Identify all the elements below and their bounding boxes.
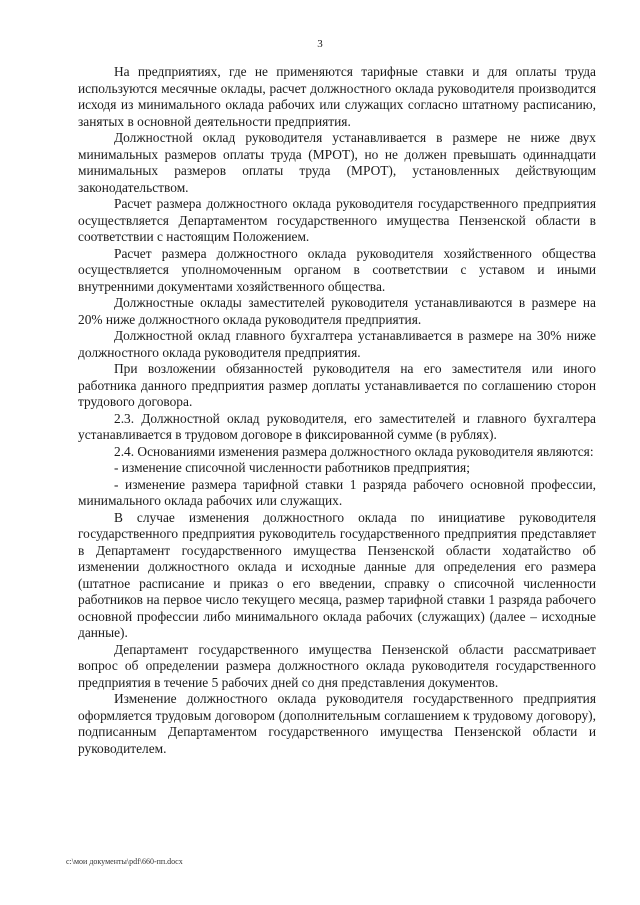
paragraph: Должностной оклад руководителя устанавливается в размере не ниже двух минимальных размеров оплаты труда (МРОТ), но не должен превышать одиннадцати минимальных размеров оплаты труда (МРОТ), установленных действующим законодательством.: [78, 130, 596, 195]
document-body: [78, 64, 596, 757]
paragraph: 2.3. Должностной оклад руководителя, его заместителей и главного бухгалтера устанавливается в трудовом договоре в фиксированной сумме (в рублях).: [78, 410, 596, 442]
paragraph: Изменение должностного оклада руководителя государственного предприятия оформляется трудовым договором (дополнительным соглашением к трудовому договору), подписанным Департаментом государственного имущества Пензенской области и руководителем.: [78, 691, 596, 756]
paragraph: В случае изменения должностного оклада по инициативе руководителя государственного предприятия руководитель государственного предприятия представляет в Департамент государственного имущества Пензенской области ходатайство об изменении должностного оклада и исходные данные для определения его размера (штатное расписание и приказ о его введении, справку о списочной численности работников на первое число текущего месяца, размер тарифной ставки 1 разряда рабочего основной профессии либо минимального оклада рабочих (служащих) (далее – исходные данные).: [78, 509, 596, 640]
paragraph: Расчет размера должностного оклада руководителя государственного предприятия осуществляется Департаментом государственного имущества Пензенской области в соответствии с настоящим Положением.: [78, 196, 596, 244]
footer-file-path: c:\мои документы\pdf\660-пп.docx: [66, 857, 183, 866]
paragraph: Должностные оклады заместителей руководителя устанавливаются в размере на 20% ниже должностного оклада руководителя предприятия.: [78, 295, 596, 327]
paragraph: 2.4. Основаниями изменения размера должностного оклада руководителя являются:: [114, 443, 594, 459]
paragraph: Должностной оклад главного бухгалтера устанавливается в размере на 30% ниже должностного оклада руководителя предприятия.: [78, 328, 596, 360]
paragraph: При возложении обязанностей руководителя на его заместителя или иного работника данного предприятия размер доплаты устанавливается по соглашению сторон трудового договора.: [78, 361, 596, 409]
paragraph: На предприятиях, где не применяются тарифные ставки и для оплаты труда используются месячные оклады, расчет должностного оклада руководителя производится исходя из минимального оклада рабочих или служащих согласно штатному расписанию, занятых в основной деятельности предприятия.: [78, 64, 596, 129]
paragraph: Расчет размера должностного оклада руководителя хозяйственного общества осуществляется уполномоченным органом в соответствии с уставом и иными внутренними документами хозяйственного общества.: [78, 245, 596, 294]
list-item: - изменение списочной численности работников предприятия;: [114, 460, 470, 475]
list-item: - изменение размера тарифной ставки 1 разряда рабочего основной профессии, минимального оклада рабочих или служащих.: [78, 476, 596, 508]
page-number: 3: [317, 38, 323, 50]
paragraph: Департамент государственного имущества Пензенской области рассматривает вопрос об определении размера должностного оклада руководителя государственного предприятия в течение 5 рабочих дней со дня представления документов.: [78, 641, 596, 690]
